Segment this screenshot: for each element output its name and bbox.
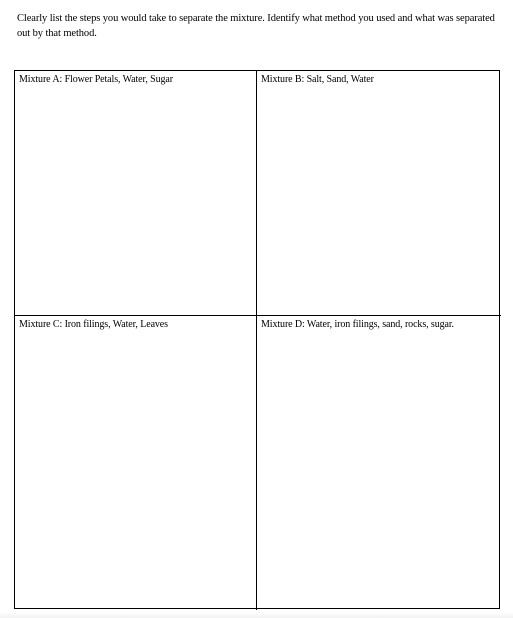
mixture-grid [14,70,500,609]
mixture-a-label: Mixture A: Flower Petals, Water, Sugar [19,74,173,85]
mixture-a-box[interactable] [15,71,257,316]
page-bottom-edge [0,612,513,618]
mixture-d-label: Mixture D: Water, iron filings, sand, rocks, sugar. [261,319,454,330]
mixture-c-label: Mixture C: Iron filings, Water, Leaves [19,319,168,330]
mixture-b-box[interactable] [257,71,501,316]
mixture-b-label: Mixture B: Salt, Sand, Water [261,74,374,85]
instructions-text: Clearly list the steps you would take to separate the mixture. Identify what method you used and what was separated out by that method. [17,13,495,39]
mixture-d-box[interactable] [257,316,501,610]
mixture-c-box[interactable] [15,316,257,610]
